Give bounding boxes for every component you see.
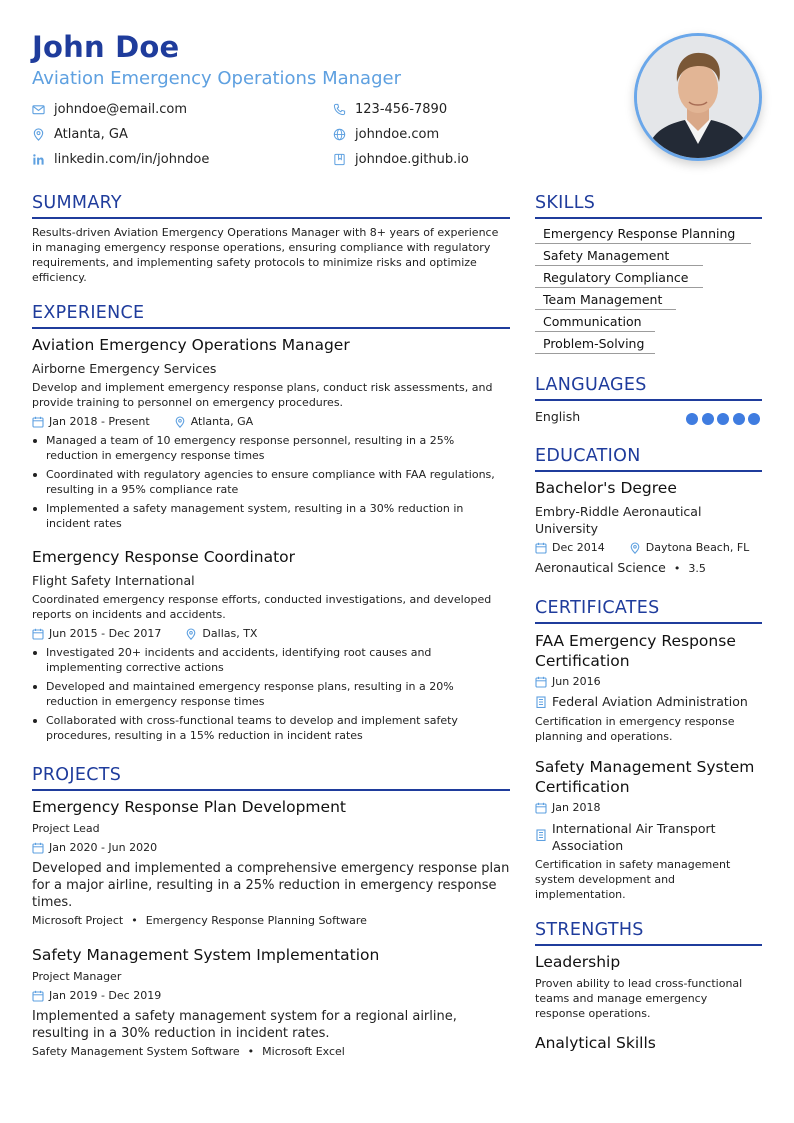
job-bullets bbox=[32, 433, 496, 535]
job-company: Airborne Emergency Services bbox=[32, 361, 217, 376]
job-bullets bbox=[32, 645, 496, 747]
tool-tag: Emergency Response Planning Software bbox=[145, 914, 367, 927]
certificate-issuer: Federal Aviation Administration bbox=[552, 694, 748, 709]
project-meta bbox=[32, 841, 157, 854]
skill-tag: Regulatory Compliance bbox=[535, 270, 703, 288]
certificate-issuer-row bbox=[535, 694, 748, 709]
education-heading: EDUCATION bbox=[535, 446, 762, 472]
summary-heading: SUMMARY bbox=[32, 193, 510, 219]
contact-email[interactable] bbox=[32, 102, 187, 117]
contact-github-text: johndoe.github.io bbox=[355, 152, 469, 167]
certificates-heading: CERTIFICATES bbox=[535, 598, 762, 624]
certificate-description: Certification in safety management system development and implementation. bbox=[535, 858, 731, 901]
job-title: Emergency Response Coordinator bbox=[32, 548, 296, 566]
skills-heading: SKILLS bbox=[535, 193, 762, 219]
contact-github[interactable] bbox=[333, 152, 469, 167]
contact-website-text: johndoe.com bbox=[355, 127, 440, 142]
phone-icon bbox=[333, 103, 346, 116]
candidate-title: Aviation Emergency Operations Manager bbox=[32, 68, 401, 89]
school: Embry-Riddle Aeronautical University bbox=[535, 504, 702, 536]
job-company: Flight Safety International bbox=[32, 573, 195, 588]
tool-tag: Microsoft Project bbox=[32, 914, 124, 927]
gpa: 3.5 bbox=[688, 562, 706, 575]
calendar-icon bbox=[32, 842, 44, 854]
certificate-title: Safety Management System Certification bbox=[535, 758, 755, 796]
map-pin-icon bbox=[32, 128, 45, 141]
certificate-issuer: International Air Transport Association bbox=[552, 821, 716, 853]
calendar-icon bbox=[535, 802, 547, 814]
contact-linkedin[interactable] bbox=[32, 152, 209, 167]
job-dates: Jan 2018 - Present bbox=[49, 415, 150, 428]
languages-heading: LANGUAGES bbox=[535, 375, 762, 401]
list-item: Implemented a safety management system, resulting in a 30% reduction in incident rates bbox=[46, 501, 496, 531]
certificate-title: FAA Emergency Response Certification bbox=[535, 632, 736, 670]
contact-website[interactable] bbox=[333, 127, 439, 142]
strength-description: Proven ability to lead cross-functional teams and manage emergency response operations. bbox=[535, 977, 743, 1020]
project-title: Emergency Response Plan Development bbox=[32, 798, 346, 816]
job-location: Atlanta, GA bbox=[190, 415, 254, 428]
globe-icon bbox=[333, 128, 346, 141]
certificate-date: Jan 2018 bbox=[552, 801, 601, 814]
contact-location-text: Atlanta, GA bbox=[54, 127, 128, 142]
contact-linkedin-text: linkedin.com/in/johndoe bbox=[54, 152, 210, 167]
envelope-icon bbox=[32, 103, 45, 116]
project-dates: Jan 2019 - Dec 2019 bbox=[49, 989, 162, 1002]
contact-phone[interactable] bbox=[333, 102, 447, 117]
language-name: English bbox=[535, 409, 581, 424]
contact-location bbox=[32, 127, 128, 142]
skill-tag: Safety Management bbox=[535, 248, 703, 266]
job-description: Coordinated emergency response efforts, conducted investigations, and developed reports on incidents and accidents. bbox=[32, 593, 492, 621]
map-pin-icon bbox=[174, 416, 186, 428]
list-item: Collaborated with cross-functional teams to develop and implement safety procedures, resulting in a 15% reduction in incident rates bbox=[46, 713, 496, 743]
certificate-date-row bbox=[535, 801, 600, 814]
profile-photo bbox=[634, 33, 762, 161]
skill-tag: Problem-Solving bbox=[535, 336, 655, 354]
contact-phone-text: 123-456-7890 bbox=[355, 102, 448, 117]
candidate-name: John Doe bbox=[32, 30, 180, 64]
job-title: Aviation Emergency Operations Manager bbox=[32, 336, 350, 354]
experience-heading: EXPERIENCE bbox=[32, 303, 510, 329]
projects-heading: PROJECTS bbox=[32, 765, 510, 791]
proficiency-dot bbox=[748, 413, 760, 425]
degree: Bachelor's Degree bbox=[535, 479, 677, 497]
calendar-icon bbox=[32, 628, 44, 640]
map-pin-icon bbox=[185, 628, 197, 640]
certificate-date-row bbox=[535, 675, 601, 688]
bookmark-icon bbox=[333, 153, 346, 166]
certificate-date: Jun 2016 bbox=[552, 675, 601, 688]
calendar-icon bbox=[535, 676, 547, 688]
certificate-issuer-row bbox=[535, 820, 752, 854]
project-description: Developed and implemented a comprehensive emergency response plan for a major airline, resulting in a 25% reduction in emergency response times. bbox=[32, 861, 510, 910]
project-title: Safety Management System Implementation bbox=[32, 946, 380, 964]
skill-tag: Team Management bbox=[535, 292, 676, 310]
tool-tag: Microsoft Excel bbox=[262, 1045, 345, 1058]
calendar-icon bbox=[535, 542, 547, 554]
tool-tag: Safety Management System Software bbox=[32, 1045, 240, 1058]
job-location: Dallas, TX bbox=[202, 627, 258, 640]
strengths-heading: STRENGTHS bbox=[535, 920, 762, 946]
strength-title: Analytical Skills bbox=[535, 1034, 656, 1052]
calendar-icon bbox=[32, 990, 44, 1002]
job-meta bbox=[32, 627, 257, 640]
proficiency-dot bbox=[686, 413, 698, 425]
building-icon bbox=[535, 829, 547, 841]
building-icon bbox=[535, 696, 547, 708]
avatar bbox=[637, 36, 759, 158]
project-tools: Microsoft Project • Emergency Response Planning Software bbox=[32, 914, 367, 927]
project-tools: Safety Management System Software • Microsoft Excel bbox=[32, 1045, 345, 1058]
certificate-description: Certification in emergency response planning and operations. bbox=[535, 715, 735, 743]
skill-tag: Emergency Response Planning bbox=[535, 226, 751, 244]
map-pin-icon bbox=[629, 542, 641, 554]
project-meta bbox=[32, 989, 161, 1002]
job-meta bbox=[32, 415, 253, 428]
education-meta bbox=[535, 541, 749, 554]
skill-tag: Communication bbox=[535, 314, 655, 332]
contact-email-text: johndoe@email.com bbox=[54, 102, 187, 117]
project-description: Implemented a safety management system for a regional airline, resulting in a 30% reduction in incident rates. bbox=[32, 1009, 457, 1041]
education-field: Aeronautical Science • 3.5 bbox=[535, 560, 706, 575]
list-item: Investigated 20+ incidents and accidents, identifying root causes and implementing corrective actions bbox=[46, 645, 496, 675]
calendar-icon bbox=[32, 416, 44, 428]
list-item: Coordinated with regulatory agencies to ensure compliance with FAA regulations, resulting in a 95% compliance rate bbox=[46, 468, 495, 496]
job-description: Develop and implement emergency response plans, conduct risk assessments, and provide training to personnel on emergency procedures. bbox=[32, 381, 493, 409]
field-of-study: Aeronautical Science bbox=[535, 560, 666, 575]
proficiency-dot bbox=[733, 413, 745, 425]
education-location: Daytona Beach, FL bbox=[645, 541, 750, 554]
project-role: Project Lead bbox=[32, 822, 100, 835]
list-item: Developed and maintained emergency response plans, resulting in a 20% reduction in emergency response times bbox=[46, 679, 496, 709]
strength-title: Leadership bbox=[535, 953, 621, 971]
summary-text: Results-driven Aviation Emergency Operations Manager with 8+ years of experience in managing emergency response operations, ensuring compliance with regulatory requirements, and implementing safety protocols to minimize risks and optimize efficiency. bbox=[32, 226, 499, 284]
linkedin-icon bbox=[32, 153, 45, 166]
education-date: Dec 2014 bbox=[552, 541, 605, 554]
project-dates: Jan 2020 - Jun 2020 bbox=[49, 841, 158, 854]
project-role: Project Manager bbox=[32, 970, 122, 983]
proficiency-dot bbox=[702, 413, 714, 425]
proficiency-dot bbox=[717, 413, 729, 425]
list-item: Managed a team of 10 emergency response personnel, resulting in a 25% reduction in emergency response times bbox=[46, 433, 496, 463]
job-dates: Jun 2015 - Dec 2017 bbox=[49, 627, 162, 640]
